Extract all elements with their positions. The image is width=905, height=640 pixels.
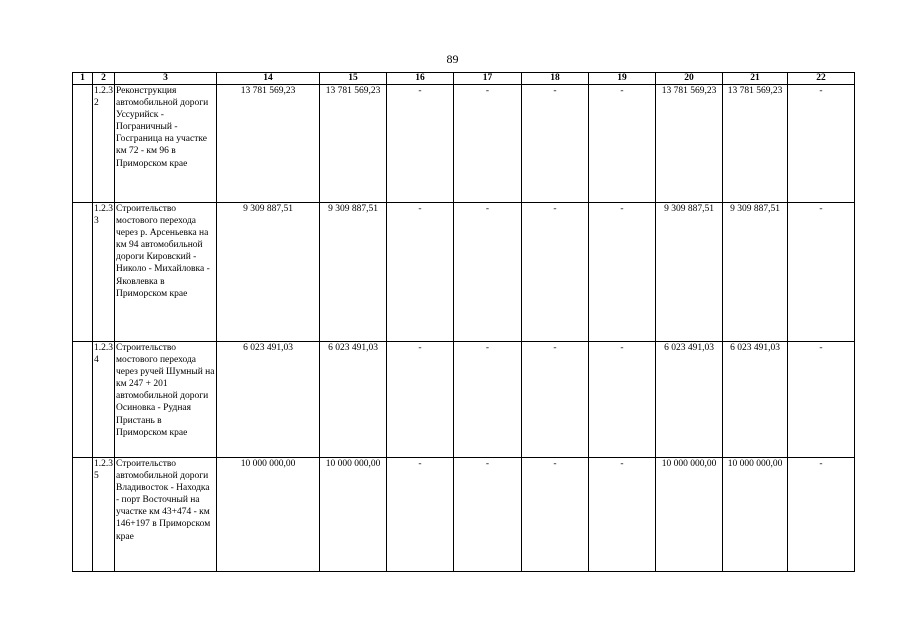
page-number: 89 bbox=[446, 52, 459, 66]
column-header: 18 bbox=[522, 73, 589, 85]
value-cell-18: - bbox=[522, 342, 589, 458]
column-header: 16 bbox=[387, 73, 454, 85]
value-cell-21: 9 309 887,51 bbox=[723, 203, 788, 342]
row-number-cell: 1.2.3 3 bbox=[93, 203, 115, 342]
row-col1-cell bbox=[73, 342, 93, 458]
row-name-cell: Реконструкция автомобильной дороги Уссурийск - Пограничный - Госграница на участке км 72 - км 96 в Приморском крае bbox=[115, 85, 217, 203]
value-cell-22: - bbox=[788, 203, 855, 342]
value-cell-21: 6 023 491,03 bbox=[723, 342, 788, 458]
row-number-cell: 1.2.3 4 bbox=[93, 342, 115, 458]
budget-table bbox=[72, 72, 855, 572]
value-cell-22: - bbox=[788, 458, 855, 572]
column-header: 19 bbox=[589, 73, 656, 85]
row-name-cell: Строительство мостового перехода через р. Арсеньевка на км 94 автомобильной дороги Кировский - Николо - Михайловка - Яковлевка в Приморском крае bbox=[115, 203, 217, 342]
value-cell-19: - bbox=[589, 85, 656, 203]
row-number-cell: 1.2.3 2 bbox=[93, 85, 115, 203]
value-cell-19: - bbox=[589, 203, 656, 342]
column-header: 3 bbox=[115, 73, 217, 85]
row-col1-cell bbox=[73, 203, 93, 342]
row-number-cell: 1.2.3 5 bbox=[93, 458, 115, 572]
table-row bbox=[73, 342, 855, 458]
value-cell-15: 9 309 887,51 bbox=[320, 203, 387, 342]
value-cell-21: 10 000 000,00 bbox=[723, 458, 788, 572]
row-name-cell: Строительство мостового перехода через ручей Шумный на км 247 + 201 автомобильной дороги Осиновка - Рудная Пристань в Приморском крае bbox=[115, 342, 217, 458]
value-cell-19: - bbox=[589, 342, 656, 458]
row-col1-cell bbox=[73, 458, 93, 572]
value-cell-18: - bbox=[522, 458, 589, 572]
value-cell-20: 13 781 569,23 bbox=[656, 85, 723, 203]
value-cell-16: - bbox=[387, 458, 454, 572]
value-cell-18: - bbox=[522, 85, 589, 203]
value-cell-18: - bbox=[522, 203, 589, 342]
table-row bbox=[73, 203, 855, 342]
value-cell-20: 9 309 887,51 bbox=[656, 203, 723, 342]
column-header: 1 bbox=[73, 73, 93, 85]
header-row bbox=[73, 73, 855, 85]
column-header: 15 bbox=[320, 73, 387, 85]
column-header: 21 bbox=[723, 73, 788, 85]
row-name-cell: Строительство автомобильной дороги Владивосток - Находка - порт Восточный на участке км 43+474 - км 146+197 в Приморском крае bbox=[115, 458, 217, 572]
value-cell-21: 13 781 569,23 bbox=[723, 85, 788, 203]
value-cell-20: 10 000 000,00 bbox=[656, 458, 723, 572]
value-cell-16: - bbox=[387, 342, 454, 458]
column-header: 2 bbox=[93, 73, 115, 85]
value-cell-16: - bbox=[387, 203, 454, 342]
value-cell-15: 13 781 569,23 bbox=[320, 85, 387, 203]
value-cell-17: - bbox=[454, 203, 522, 342]
value-cell-19: - bbox=[589, 458, 656, 572]
value-cell-14: 6 023 491,03 bbox=[217, 342, 320, 458]
row-col1-cell bbox=[73, 85, 93, 203]
value-cell-17: - bbox=[454, 342, 522, 458]
value-cell-17: - bbox=[454, 458, 522, 572]
value-cell-20: 6 023 491,03 bbox=[656, 342, 723, 458]
table-row bbox=[73, 85, 855, 203]
value-cell-22: - bbox=[788, 85, 855, 203]
value-cell-17: - bbox=[454, 85, 522, 203]
value-cell-14: 10 000 000,00 bbox=[217, 458, 320, 572]
value-cell-22: - bbox=[788, 342, 855, 458]
column-header: 17 bbox=[454, 73, 522, 85]
value-cell-16: - bbox=[387, 85, 454, 203]
value-cell-15: 6 023 491,03 bbox=[320, 342, 387, 458]
column-header: 20 bbox=[656, 73, 723, 85]
value-cell-15: 10 000 000,00 bbox=[320, 458, 387, 572]
column-header: 22 bbox=[788, 73, 855, 85]
value-cell-14: 9 309 887,51 bbox=[217, 203, 320, 342]
column-header: 14 bbox=[217, 73, 320, 85]
value-cell-14: 13 781 569,23 bbox=[217, 85, 320, 203]
table-row bbox=[73, 458, 855, 572]
